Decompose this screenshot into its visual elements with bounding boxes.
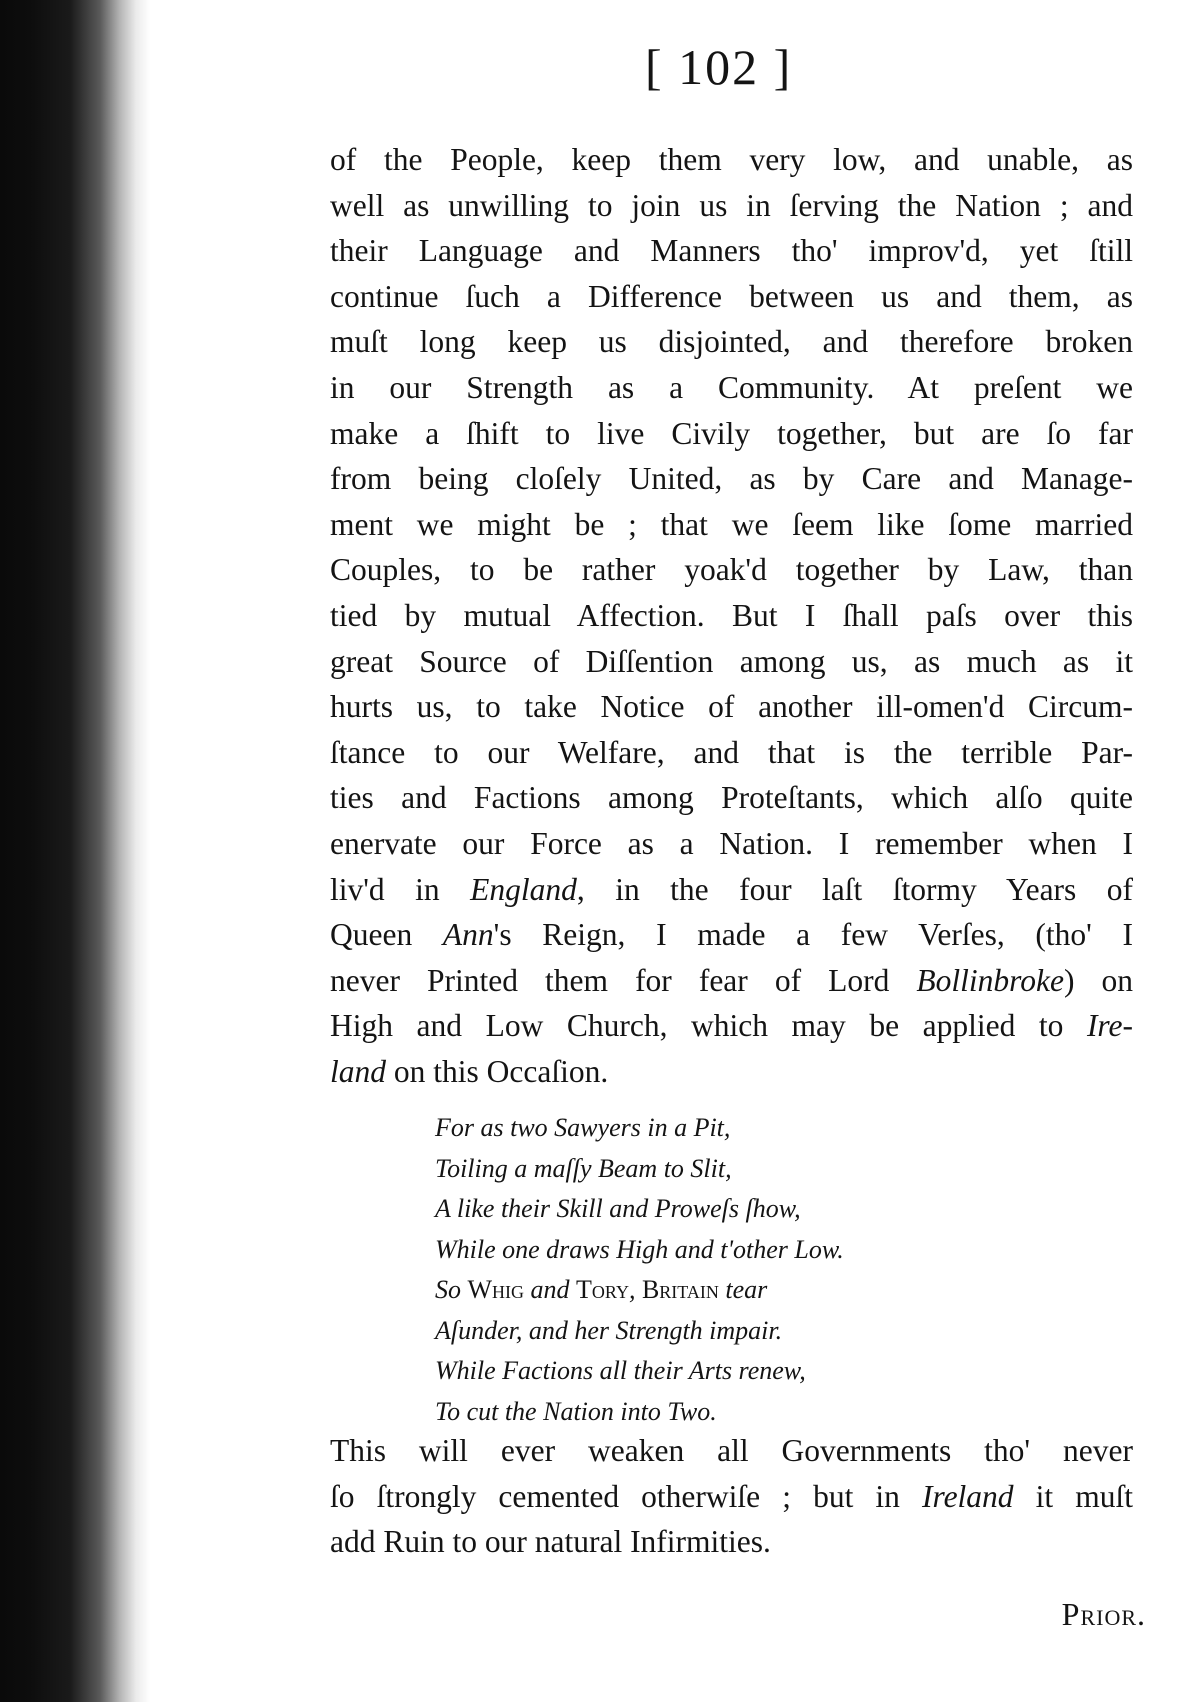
text-line (330, 319, 1133, 365)
text-line (330, 730, 1133, 776)
italic-text: England (470, 871, 577, 907)
text-line (330, 775, 1133, 821)
verse-line: While one draws High and t'other Low. (435, 1234, 844, 1264)
text-segment: from being cloſely United, as by Care and Manage- (330, 461, 1133, 497)
text-segment: muſt long keep us disjointed, and therefore broken (330, 324, 1133, 360)
italic-text: Ire- (1086, 1008, 1133, 1044)
text-segment: This will ever weaken all Governments tho' never (330, 1433, 1133, 1468)
catchword: Prior. (1061, 1596, 1146, 1632)
text-segment: enervate our Force as a Nation. I remember when I (330, 825, 1133, 861)
verse-line (435, 1270, 995, 1311)
text-segment: ) on (1063, 962, 1133, 998)
verse-line: Toiling a maſſy Beam to Slit, (435, 1153, 732, 1183)
text-line (330, 456, 1133, 502)
text-segment: add Ruin to our natural Infirmities. (330, 1524, 771, 1560)
text-line (330, 274, 1133, 320)
text-line (330, 183, 1133, 229)
italic-text: Bollinbroke (916, 962, 1064, 998)
text-segment: their Language and Manners tho' improv'd, yet ſtill (330, 233, 1133, 269)
text-line (330, 137, 1133, 183)
text-line (330, 867, 1133, 913)
text-line (330, 593, 1133, 639)
text-segment: it muſt (1013, 1478, 1133, 1514)
text-line (330, 547, 1133, 593)
verse-country-name: Britain (641, 1275, 719, 1304)
text-segment: , in the four laſt ſtormy Years of (576, 871, 1134, 907)
verse-fragment: , (628, 1275, 642, 1304)
text-segment: in our Strength as a Community. At preſent we (330, 369, 1133, 405)
text-line (330, 1519, 1133, 1565)
verse-line: Aſunder, and her Strength impair. (435, 1315, 783, 1345)
page-gutter-shadow (0, 0, 150, 1702)
text-segment: High and Low Church, which may be applied to (330, 1008, 1087, 1044)
verse-party-name: Whig (467, 1275, 525, 1304)
text-segment: ment we might be ; that we ſeem like ſome married (330, 506, 1133, 542)
verse-line: For as two Sawyers in a Pit, (435, 1113, 731, 1142)
text-segment: hurts us, to take Notice of another ill-omen'd Circum- (330, 689, 1133, 725)
text-segment: tied by mutual Affection. But I ſhall paſs over this (330, 597, 1133, 633)
verse-party-name: Tory (576, 1275, 629, 1304)
text-line (330, 639, 1133, 685)
text-line (330, 228, 1133, 274)
verse-line: To cut the Nation into Two. (435, 1396, 717, 1426)
verse-fragment: tear (718, 1275, 768, 1304)
text-segment: ſo ſtrongly cemented otherwiſe ; but in (330, 1478, 922, 1514)
text-segment: on this Occaſion. (386, 1053, 609, 1089)
text-segment: liv'd in (330, 871, 471, 907)
text-segment: never Printed them for fear of Lord (330, 962, 917, 998)
text-line (330, 365, 1133, 411)
body-text (330, 137, 1133, 1094)
text-segment: well as unwilling to join us in ſerving the Nation ; and (330, 187, 1133, 223)
text-segment: ties and Factions among Proteſtants, which alſo quite (330, 780, 1133, 816)
italic-text: Ireland (922, 1478, 1014, 1514)
italic-text: Ann (442, 917, 494, 953)
text-segment: continue ſuch a Difference between us and them, as (330, 278, 1133, 314)
page-number: [ 102 ] (645, 39, 793, 95)
verse-block (435, 1108, 995, 1432)
text-line (330, 1049, 1133, 1095)
text-segment: of the People, keep them very low, and unable, as (330, 142, 1133, 177)
text-line (330, 411, 1133, 457)
text-segment: 's Reign, I made a few Verſes, (tho' I (493, 917, 1134, 953)
verse-fragment: and (524, 1275, 577, 1304)
verse-line: While Factions all their Arts renew, (435, 1356, 806, 1385)
text-line (330, 1428, 1133, 1474)
verse-fragment: So (435, 1275, 468, 1304)
text-segment: ſtance to our Welfare, and that is the terrible Par- (330, 734, 1133, 770)
verse-line: A like their Skill and Proweſs ſhow, (435, 1194, 801, 1223)
text-segment: great Source of Diſſention among us, as much as it (330, 643, 1133, 679)
text-line (330, 1003, 1133, 1049)
text-line (330, 684, 1133, 730)
text-segment: Couples, to be rather yoak'd together by Law, than (330, 552, 1133, 588)
text-segment: Queen (330, 917, 443, 953)
text-segment: make a ſhift to live Civily together, but are ſo far (330, 415, 1133, 451)
text-line (330, 502, 1133, 548)
text-line (330, 1474, 1133, 1520)
text-line (330, 958, 1133, 1004)
italic-text: land (330, 1053, 387, 1089)
text-line (330, 821, 1133, 867)
text-line (330, 912, 1133, 958)
closing-paragraph (330, 1428, 1133, 1565)
